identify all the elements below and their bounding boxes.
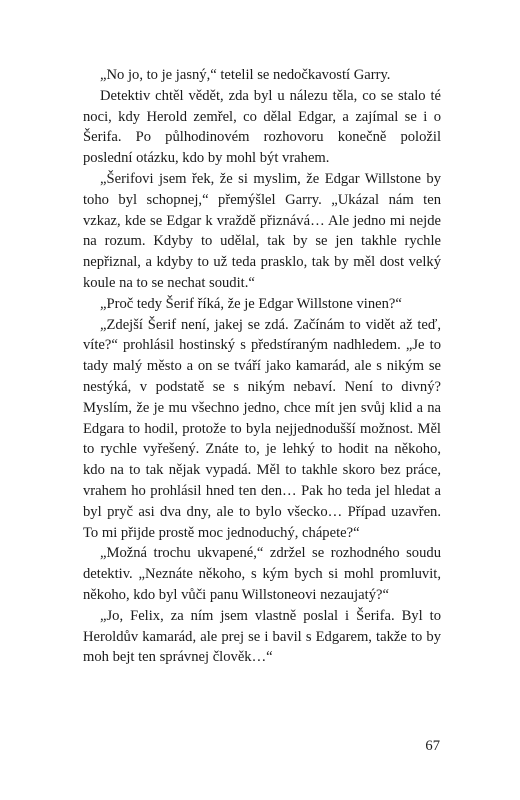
paragraph: Detektiv chtěl vědět, zda byl u nálezu těla, co se stalo té noci, kdy Herold zemřel, co dělal Edgar, a zajímal se i o Šerifa. Po půlhodinovém rozhovoru konečně položil poslední otázku, kdo by mohl být vrahem. — [83, 87, 441, 167]
paragraph: „Proč tedy Šerif říká, že je Edgar Willstone vinen?“ — [100, 295, 402, 312]
body-text — [83, 65, 441, 668]
paragraph: „Jo, Felix, za ním jsem vlastně poslal i Šerifa. Byl to Heroldův kamarád, ale prej se i bavil s Edgarem, takže to by moh bejt ten správnej člověk…“ — [83, 607, 441, 666]
paragraph: „Zdejší Šerif není, jakej se zdá. Začínám to vidět až teď, víte?“ prohlásil hostinský s předstíraným nadhledem. „Je to tady malý město a on se tváří jako kamarád, ale s nikým se nestýká, v podstatě se s nikým nebaví. Není to divný? Myslím, že je mu všechno jedno, chce mít jen svůj klid a na Edgara to hodil, protože to byla nejjednodušší možnost. Měl to rychle vyřešený. Znáte to, je lehký to hodit na někoho, kdo na to tak nějak vypadá. Měl to takhle skoro bez práce, vrahem ho prohlásil hned ten den… Pak ho teda jel hledat a byl pryč asi dva dny, ale to bylo všecko… Případ uzavřen. To mi přijde prostě moc jednoduchý, chápete?“ — [83, 316, 441, 541]
paragraph: „No jo, to je jasný,“ tetelil se nedočkavostí Garry. — [100, 67, 391, 83]
paragraph: „Možná trochu ukvapené,“ zdržel se rozhodného soudu detektiv. „Neznáte někoho, s kým bych si mohl promluvit, někoho, kdo byl vůči panu Willstoneovi nezaujatý?“ — [83, 545, 441, 603]
paragraph: „Šerifovi jsem řek, že si myslim, že Edgar Willstone by toho byl schopnej,“ přemýšlel Garry. „Ukázal nám ten vzkaz, kde se Edgar k vraždě přiznává… Ale jedno mi nejde na rozum. Kdyby to udělal, tak by se jen takhle rychle nepřiznal, a kdyby to už teda prasklo, tak by měl dost velký koule na to se nechat soudit.“ — [83, 170, 441, 291]
page-number: 67 — [425, 738, 440, 754]
